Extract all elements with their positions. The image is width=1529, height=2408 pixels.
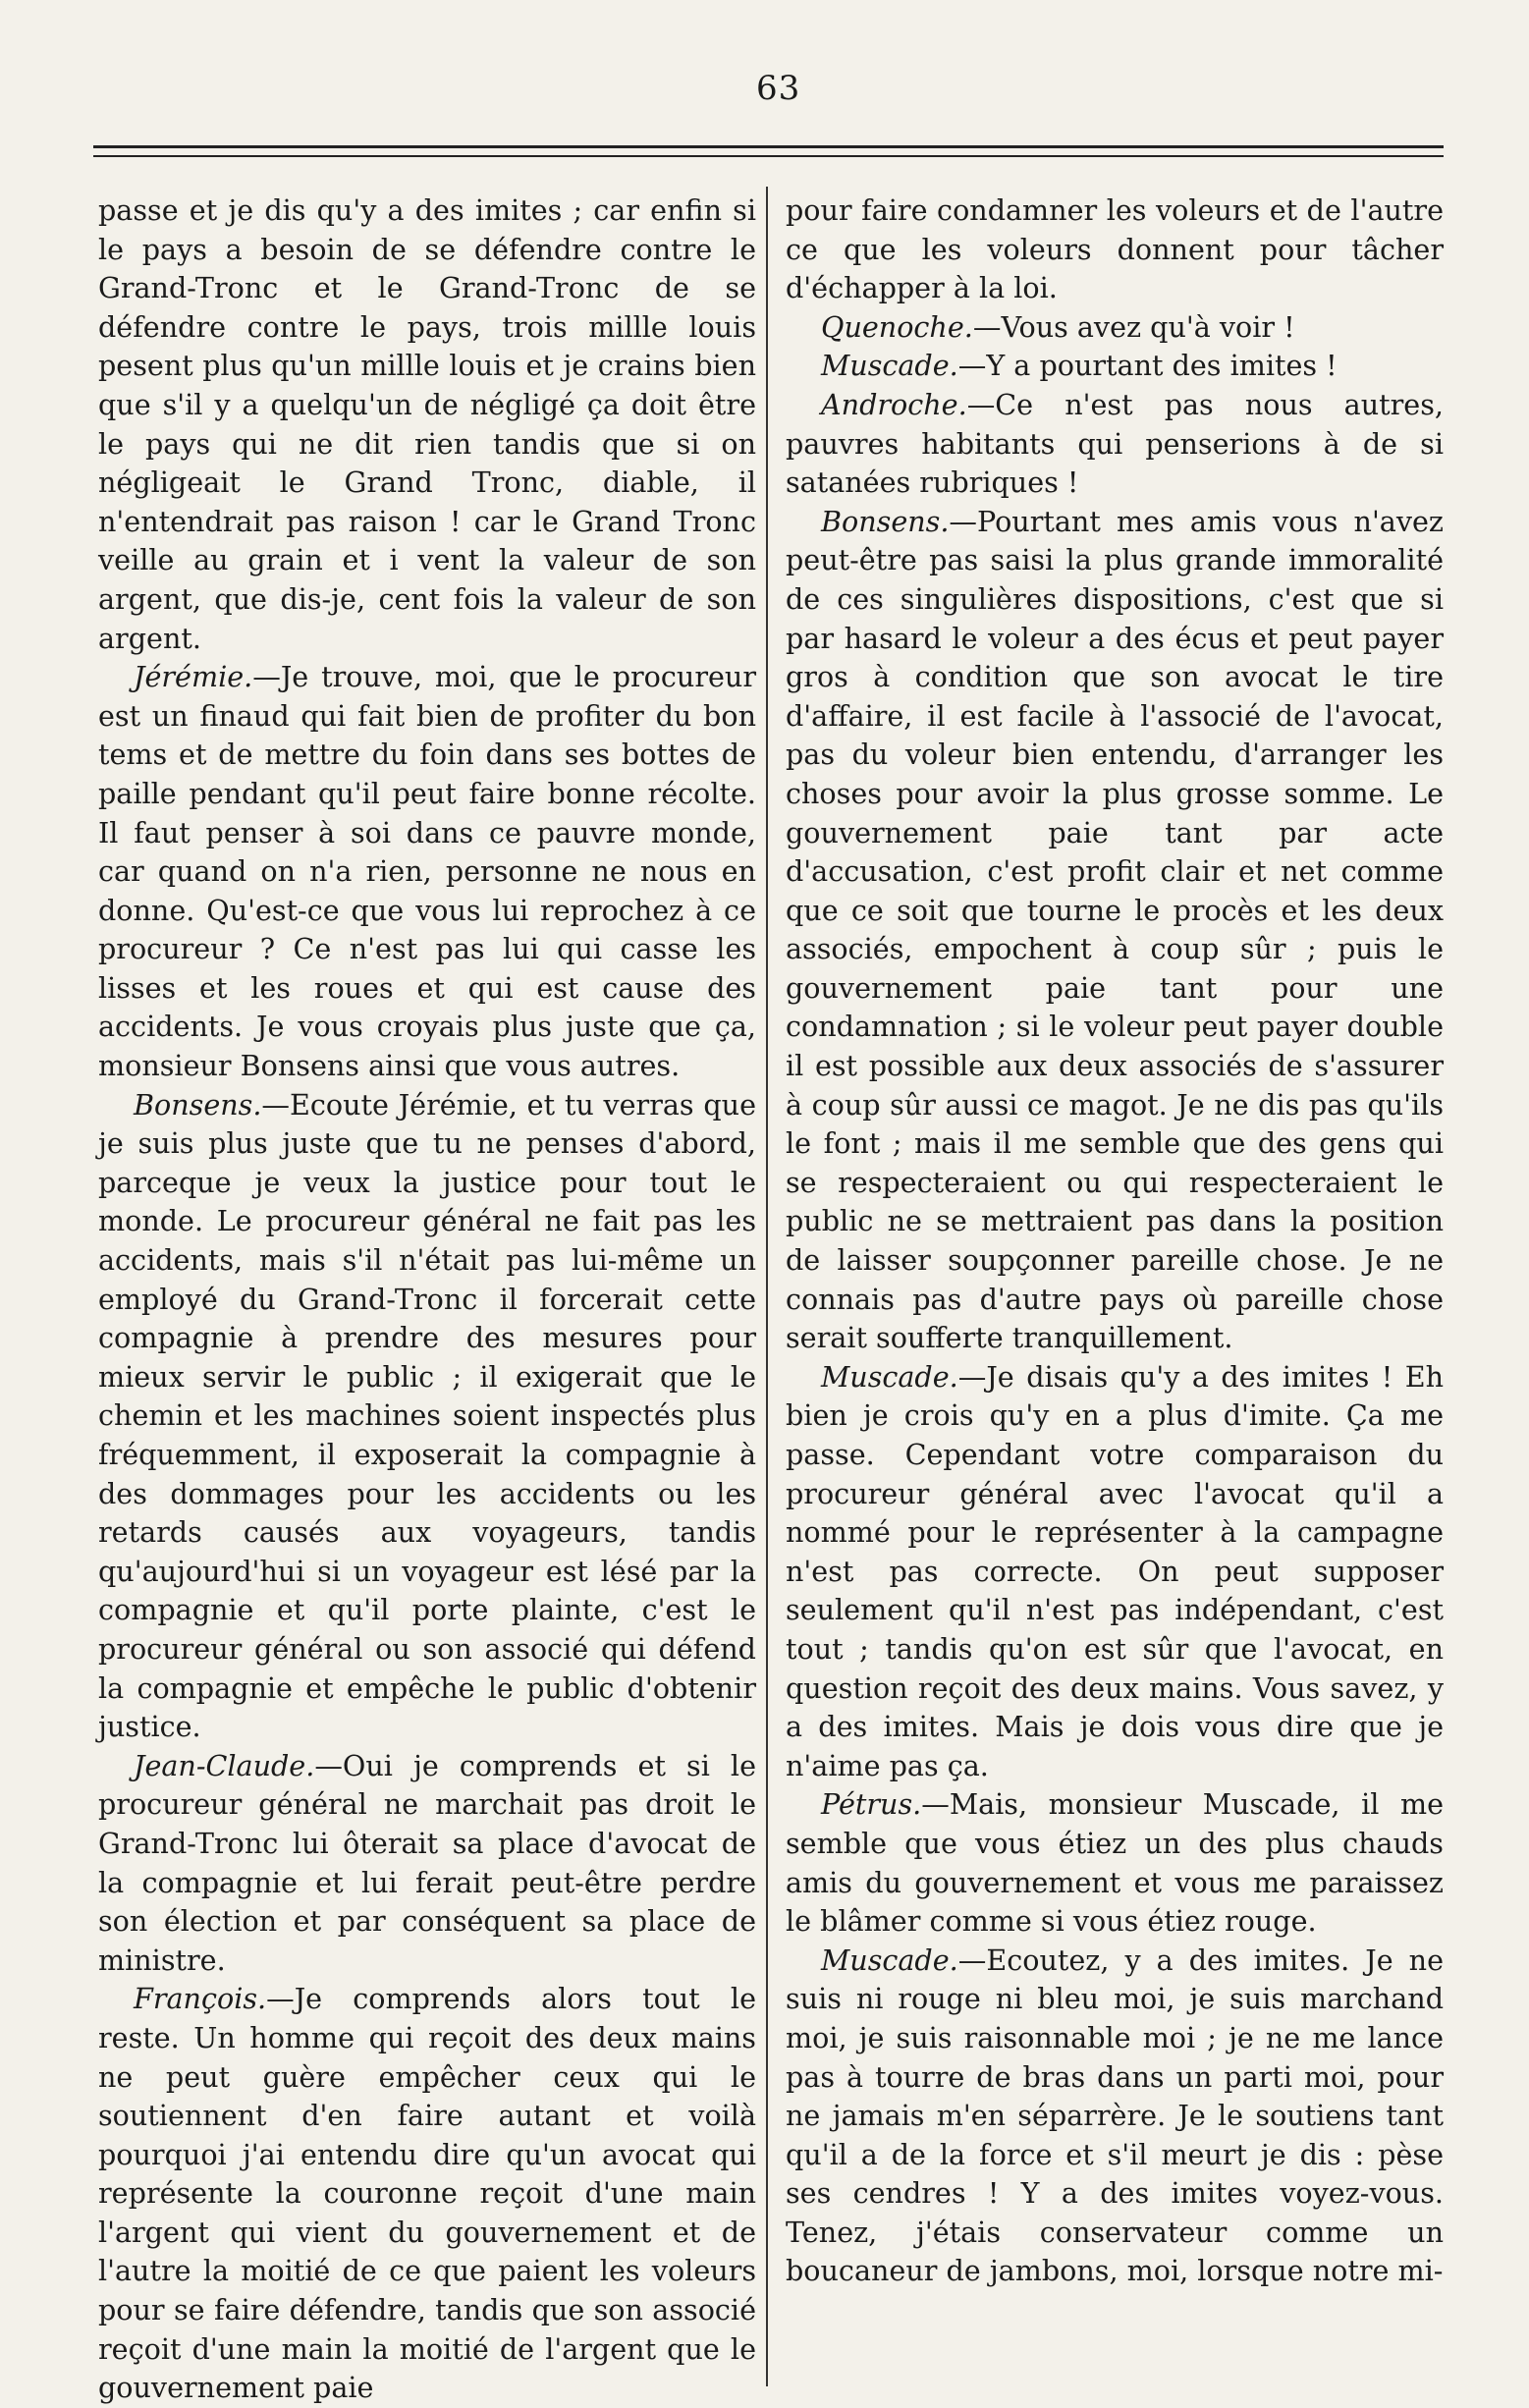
paragraph [786,1358,1444,1786]
paragraph-text: —Je disais qu'y a des imites ! Eh bien je crois qu'y en a plus d'imite. Ça me passe. Cependant votre comparaison du procureur général avec l'avocat qu'il a nommé pour le représenter à la campagne n'est pas correcte. On peut supposer seulement qu'il n'est pas indépendant, c'est tout ; tandis qu'on est sûr que l'avocat, en question reçoit des deux mains. Vous savez, y a des imites. Mais je dois vous dire que je n'aime pas ça. [786,1359,1444,1782]
paragraph-text: —Oui je comprends et si le procureur général ne marchait pas droit le Grand-Tronc lui ôterait sa place d'avocat de la compagnie et lui ferait peut-être perdre son élection et par conséquent sa place de ministre. [98,1748,756,1977]
paragraph [98,1747,756,1981]
paragraph [98,192,756,658]
paragraph [786,1942,1444,2291]
paragraph [786,308,1444,348]
speaker-name: François. [134,1982,267,2016]
paragraph-text: —Y a pourtant des imites ! [957,349,1338,383]
paragraph [786,386,1444,503]
speaker-name: Muscade. [821,349,958,383]
column-divider [766,187,768,2386]
right-column [786,192,1444,2291]
paragraph [98,1980,756,2408]
paragraph-text: —Je trouve, moi, que le procureur est un finaud qui fait bien de profiter du bon tems et de mettre du foin dans ses bottes de paille pendant qu'il peut faire bonne récolte. Il faut penser à soi dans ce pauvre monde, car quand on n'a rien, personne ne nous en donne. Qu'est-ce que vous lui reprochez à ce procureur ? Ce n'est pas lui qui casse les lisses et les roues et qui est cause des accidents. Je vous croyais plus juste que ça, monsieur Bonsens ainsi que vous autres. [98,660,756,1083]
left-column [98,192,756,2408]
paragraph-text: —Ecoute Jérémie, et tu verras que je suis plus juste que tu ne penses d'abord, parceque je veux la justice pour tout le monde. Le procureur général ne fait pas les accidents, mais s'il n'était pas lui-même un employé du Grand-Tronc il forcerait cette compagnie à prendre des mesures pour mieux servir le public ; il exigerait que le chemin et les machines soient inspectés plus fréquemment, il exposerait la compagnie à des dommages pour les accidents ou les retards causés aux voyageurs, tandis qu'aujourd'hui si un voyageur est lésé par la compagnie et qu'il porte plainte, c'est le procureur général ou son associé qui défend la compagnie et empêche le public d'obtenir justice. [98,1087,756,1744]
paragraph [98,658,756,1086]
header-rule-thin [93,155,1444,157]
speaker-name: Androche. [821,387,967,421]
speaker-name: Muscade. [821,1943,958,1977]
speaker-name: Bonsens. [821,504,950,538]
paragraph [786,1785,1444,1941]
page-number: 63 [756,69,801,108]
paragraph-text: —Pourtant mes amis vous n'avez peut-être pas saisi la plus grande immoralité de ces singulières dispositions, c'est que si par hasard le voleur a des écus et peut payer gros à condition que son avocat le tire d'affaire, il est facile à l'associé de l'avocat, pas du voleur bien entendu, d'arranger les choses pour avoir la plus grosse somme. Le gouvernement paie tant par acte d'accusation, c'est profit clair et net comme que ce soit que tourne le procès et les deux associés, empochent à coup sûr ; puis le gouvernement paie tant pour une condamnation ; si le voleur peut payer double il est possible aux deux associés de s'assurer à coup sûr aussi ce magot. Je ne dis pas qu'ils le font ; mais il me semble que des gens qui se respecteraient ou qui respecteraient le public ne se mettraient pas dans la position de laisser soupçonner pareille chose. Je ne connais pas d'autre pays où pareille chose serait soufferte tranquillement. [786,504,1444,1355]
paragraph [98,1086,756,1747]
paragraph-text: —Ce n'est pas nous autres, pauvres habitants qui penserions à de si satanées rubriques ! [786,387,1444,500]
speaker-name: Bonsens. [134,1087,262,1122]
paragraph-text: —Vous avez qu'à voir ! [972,309,1295,344]
paragraph [786,347,1444,386]
paragraph-text: —Ecoutez, y a des imites. Je ne suis ni rouge ni bleu moi, je suis marchand moi, je suis raisonnable moi ; je ne me lance pas à tourre de bras dans un parti moi, pour ne jamais m'en séparrère. Je le soutiens tant qu'il a de la force et s'il meurt je dis : pèse ses cendres ! Y a des imites voyez-vous. Tenez, j'étais conservateur comme un boucaneur de jambons, moi, lorsque notre mi- [786,1943,1444,2288]
paragraph-text: —Mais, monsieur Muscade, il me semble que vous étiez un des plus chauds amis du gouvernement et vous me paraissez le blâmer comme si vous étiez rouge. [786,1787,1444,1939]
speaker-name: Quenoche. [821,309,973,344]
speaker-name: Muscade. [821,1359,958,1394]
speaker-name: Pétrus. [821,1787,922,1822]
paragraph [786,192,1444,308]
speaker-name: Jean-Claude. [134,1748,315,1782]
paragraph-text: pour faire condamner les voleurs et de l'autre ce que les voleurs donnent pour tâcher d'échapper à la loi. [786,193,1444,305]
paragraph [786,503,1444,1358]
speaker-name: Jérémie. [134,660,253,694]
paragraph-text: passe et je dis qu'y a des imites ; car enfin si le pays a besoin de se défendre contre le Grand-Tronc et le Grand-Tronc de se défendre contre le pays, trois millle louis pesent plus qu'un millle louis et je crains bien que s'il y a quelqu'un de négligé ça doit être le pays qui ne dit rien tandis que si on négligeait le Grand Tronc, diable, il n'entendrait pas raison ! car le Grand Tronc veille au grain et i vent la valeur de son argent, que dis-je, cent fois la valeur de son argent. [98,193,756,655]
paragraph-text: —Je comprends alors tout le reste. Un homme qui reçoit des deux mains ne peut guère empêcher ceux qui le soutiennent d'en faire autant et voilà pourquoi j'ai entendu dire qu'un avocat qui représente la couronne reçoit d'une main l'argent qui vient du gouvernement et de l'autre la moitié de ce que paient les voleurs pour se faire défendre, tandis que son associé reçoit d'une main la moitié de l'argent que le gouvernement paie [98,1982,756,2405]
header-rule [93,145,1444,148]
